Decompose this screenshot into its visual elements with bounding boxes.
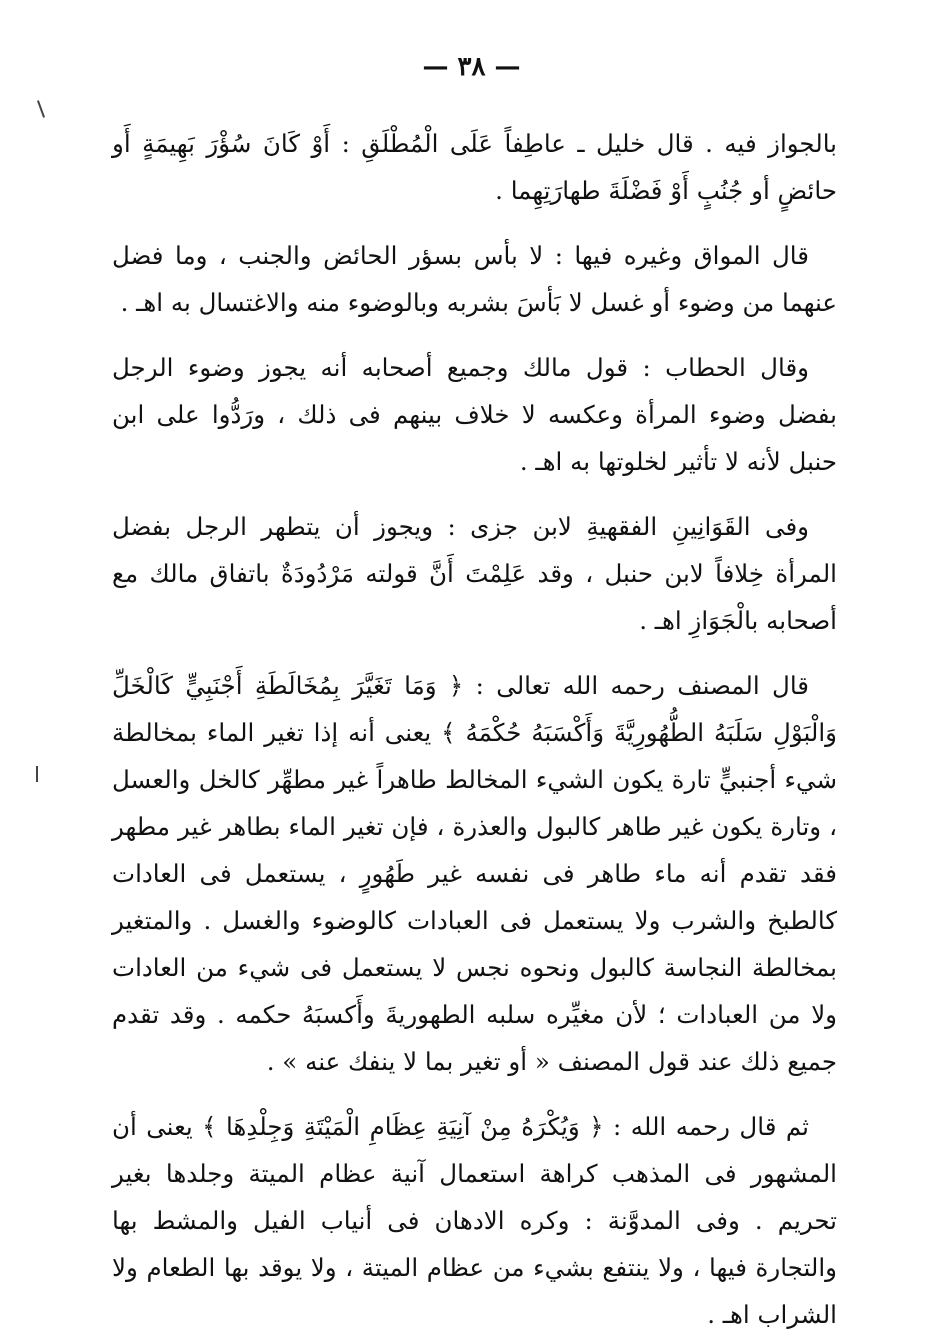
paragraph-4: وفى القَوَانِينِ الفقهيةِ لابن جزى : ويجوز أن يتطهر الرجل بفضل المرأة خِلافاً لابن حنبل ، وقد عَلِمْتَ أَنَّ قولته مَرْدُودَةٌ باتفاق مالك مع أصحابه بالْجَوَازِ اهـ . bbox=[112, 512, 837, 635]
margin-mark bbox=[36, 766, 38, 782]
page-number: — ٣٨ — bbox=[422, 52, 521, 82]
paragraph-1: بالجواز فيه . قال خليل ـ عاطِفاً عَلَى الْمُطْلَقِ : أَوْ كَانَ سُؤْرَ بَهِيمَةٍ أَو حائضٍ أو جُنُبٍ أَوْ فَضْلَةَ طهارَتِهِما . bbox=[112, 129, 837, 205]
paragraph-6: ثم قال رحمه الله : ﴿ وَيُكْرَهُ مِنْ آنِيَةِ عِظَامِ الْمَيْتَةِ وَجِلْدِهَا ﴾ يعنى أن المشهور فى المذهب كراهة استعمال آنية عظام الميتة وجلدها بغير تحريم . وفى المدوَّنة : وكره الادهان فى أنياب الفيل والمشط بها والتجارة فيها ، ولا ينتفع بشيء من عظام الميتة ، ولا يوقد بها الطعام ولا الشراب اهـ . bbox=[112, 1112, 837, 1329]
paragraph-2: قال المواق وغيره فيها : لا بأس بسؤر الحائض والجنب ، وما فضل عنهما من وضوء أو غسل لا بَأسَ بشربه وبالوضوء منه والاغتسال به اهـ . bbox=[112, 241, 837, 317]
body-text bbox=[112, 120, 837, 1342]
margin-mark bbox=[37, 100, 45, 118]
paragraph-3: وقال الحطاب : قول مالك وجميع أصحابه أنه يجوز وضوء الرجل بفضل وضوء المرأة وعكسه لا خلاف بينهم فى ذلك ، ورَدُّوا على ابن حنبل لأنه لا تأثير لخلوتها به اهـ . bbox=[112, 353, 837, 476]
paragraph-5: قال المصنف رحمه الله تعالى : ﴿ وَمَا تَغَيَّرَ بِمُخَالَطَةِ أَجْنَبِيٍّ كَالْخَلِّ وَالْبَوْلِ سَلَبَهُ الطُّهُورِيَّةَ وَأَكْسَبَهُ حُكْمَهُ ﴾ يعنى أنه إذا تغير الماء بمخالطة شيء أجنبيٍّ تارة يكون الشيء المخالط طاهراً غير مطهِّر كالخل والعسل ، وتارة يكون غير طاهر كالبول والعذرة ، فإن تغير الماء بطاهر غير مطهر فقد تقدم أنه ماء طاهر فى نفسه غير طَهُورٍ ، يستعمل فى العادات كالطبخ والشرب ولا يستعمل فى العبادات كالوضوء والغسل . والمتغير بمخالطة النجاسة كالبول ونحوه نجس لا يستعمل فى شيء من العادات ولا من العبادات ؛ لأن مغيِّره سلبه الطهوريةَ وأَكسبَهُ حكمه . وقد تقدم جميع ذلك عند قول المصنف « أو تغير بما لا ينفك عنه » . bbox=[112, 671, 837, 1076]
